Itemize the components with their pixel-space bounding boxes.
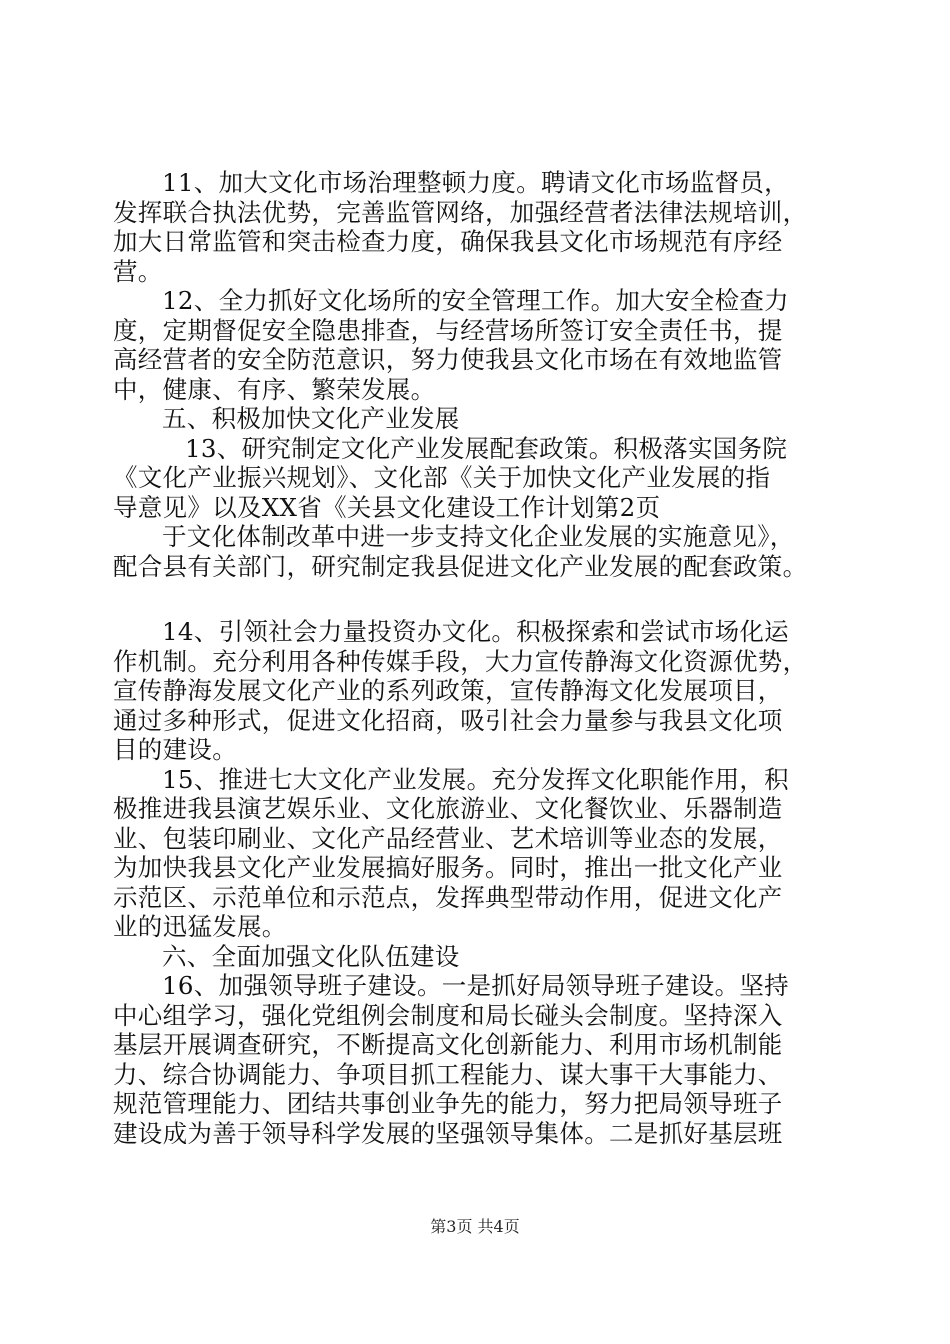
paragraph-15-line-5: 示范区、示范单位和示范点，发挥典型带动作用，促进文化产 <box>113 882 783 912</box>
section-heading-6: 六、全面加强文化队伍建设 <box>162 941 460 971</box>
paragraph-15-line-1: 15、推进七大文化产业发展。充分发挥文化职能作用，积 <box>162 764 789 794</box>
paragraph-12-line-1: 12、全力抓好文化场所的安全管理工作。加大安全检查力 <box>162 286 789 315</box>
paragraph-16-line-5: 规范管理能力、团结共事创业争先的能力，努力把局领导班子 <box>113 1089 783 1118</box>
paragraph-13-line-4: 于文化体制改革中进一步支持文化企业发展的实施意见》， <box>162 522 795 551</box>
paragraph-13-line-3: 导意见》以及XX省《关县文化建设工作计划第2页 <box>113 492 661 522</box>
paragraph-15-line-4: 为加快我县文化产业发展搞好服务。同时，推出一批文化产业 <box>113 853 783 882</box>
paragraph-11-line-1: 11、加大文化市场治理整顿力度。聘请文化市场监督员， <box>162 168 789 197</box>
paragraph-12-line-2: 度，定期督促安全隐患排查，与经营场所签订安全责任书，提 <box>113 315 783 345</box>
paragraph-11-line-4: 营。 <box>113 256 163 286</box>
page-footer: 第3页 共4页 <box>430 1217 520 1236</box>
paragraph-16-line-1: 16、加强领导班子建设。一是抓好局领导班子建设。坚持 <box>162 971 789 1000</box>
paragraph-14-line-4: 通过多种形式，促进文化招商，吸引社会力量参与我县文化项 <box>113 705 783 735</box>
blank-gap <box>113 581 858 617</box>
paragraph-16-line-3: 基层开展调查研究，不断提高文化创新能力、利用市场机制能 <box>113 1030 783 1059</box>
paragraph-16-line-6: 建设成为善于领导科学发展的坚强领导集体。二是抓好基层班 <box>113 1118 783 1148</box>
section-heading-5: 五、积极加快文化产业发展 <box>162 404 460 433</box>
paragraph-15-line-6: 业的迅猛发展。 <box>113 912 287 941</box>
paragraph-11-line-2: 发挥联合执法优势，完善监管网络，加强经营者法律法规培训， <box>113 197 808 227</box>
paragraph-14-line-1: 14、引领社会力量投资办文化。积极探索和尝试市场化运 <box>162 617 789 646</box>
paragraph-15-line-2: 极推进我县演艺娱乐业、文化旅游业、文化餐饮业、乐器制造 <box>113 794 783 823</box>
paragraph-16-line-4: 力、综合协调能力、争项目抓工程能力、谋大事干大事能力、 <box>113 1059 783 1089</box>
paragraph-14-line-2: 作机制。充分利用各种传媒手段，大力宣传静海文化资源优势， <box>113 646 808 676</box>
paragraph-13-line-5: 配合县有关部门，研究制定我县促进文化产业发展的配套政策。 <box>113 551 808 581</box>
paragraph-11-line-3: 加大日常监管和突击检查力度，确保我县文化市场规范有序经 <box>113 227 783 256</box>
paragraph-16-line-2: 中心组学习，强化党组例会制度和局长碰头会制度。坚持深入 <box>113 1000 783 1030</box>
paragraph-13-line-2: 《文化产业振兴规划》、文化部《关于加快文化产业发展的指 <box>113 463 771 492</box>
paragraph-12-line-3: 高经营者的安全防范意识，努力使我县文化市场在有效地监管 <box>113 345 783 374</box>
document-body <box>113 168 858 1148</box>
paragraph-14-line-3: 宣传静海发展文化产业的系列政策，宣传静海文化发展项目， <box>113 676 783 705</box>
paragraph-15-line-3: 业、包装印刷业、文化产品经营业、艺术培训等业态的发展， <box>113 823 783 853</box>
paragraph-12-line-4: 中，健康、有序、繁荣发展。 <box>113 374 436 404</box>
paragraph-13-line-1: 13、研究制定文化产业发展配套政策。积极落实国务院 <box>185 433 788 463</box>
paragraph-14-line-5: 目的建设。 <box>113 735 237 764</box>
